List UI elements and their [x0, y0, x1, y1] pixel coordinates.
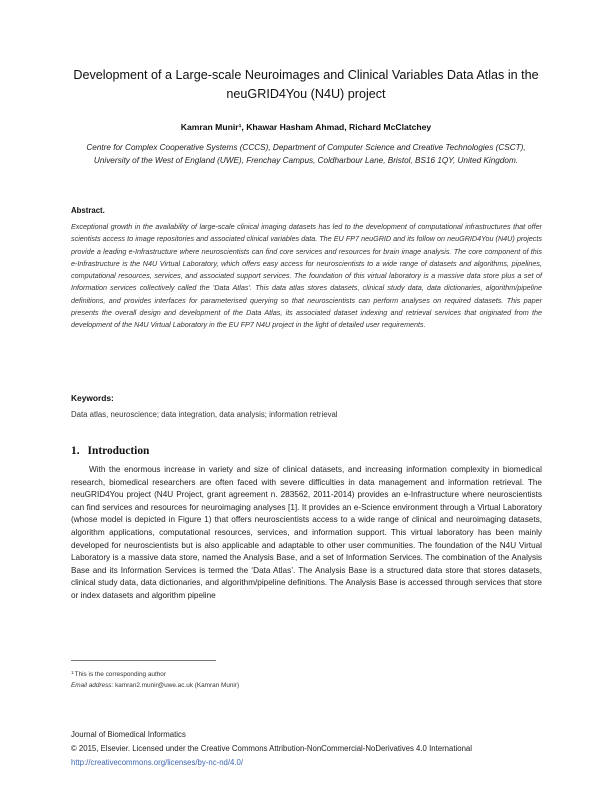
author-list: Kamran Munir¹, Khawar Hasham Ahmad, Richard McClatchey [180, 122, 432, 132]
license-statement: © 2015, Elsevier. Licensed under the Creative Commons Attribution-NonCommercial-NoDerivatives 4.0 International [71, 744, 472, 753]
footnote-email-line [71, 682, 239, 689]
abstract-body: Exceptional growth in the availability of large-scale clinical imaging datasets has led to the development of computational infrastructures that offer scientists access to image repositories and associated clinical variables data. The EU FP7 neuGRID and its follow on neuGRID4You (N4U) projects provide a leading e-Infrastructure where neuroscientists can find core services and resources for brain image analysis. The core component of this e-Infrastructure is the N4U Virtual Laboratory, which offers easy access for neuroscientists to a wide range of datasets and algorithms, pipelines, computational resources, services, and associated support services. The foundation of this virtual laboratory is a massive data store plus a set of Information services collectively called the ‘Data Atlas’. This data atlas stores datasets, clinical study data, data dictionaries, algorithm/pipeline definitions, and provides interfaces for parameterised querying so that neuroscientists can perform analyses on required datasets. This paper presents the overall design and development of the Data Atlas, its associated dataset indexing and retrieval services that originated from the development of the N4U Virtual Laboratory in the EU FP7 N4U project in the light of detailed user requirements. [71, 222, 542, 330]
section-title: Introduction [87, 445, 150, 457]
introduction-paragraph: With the enormous increase in variety and size of clinical datasets, and increasing information complexity in biomedical research, biomedical researchers are often faced with severe difficulties in data management and information retrieval. The neuGRID4You project (N4U Project, grant agreement n. 283562, 2011-2014) provides an e-Infrastructure where neuroscientists can find services and resources for neuroimaging analyses [1]. It provides an e-Science environment through a Virtual Laboratory (whose model is depicted in Figure 1) that offers neuroscientists access to a wide range of clinical and neuroimaging datasets, algorithm applications, computational resources, services, and information support. This virtual laboratory has been mainly developed for neuroscientists but is also applicable and adaptable to other user communities. The foundation of the N4U Virtual Laboratory is a massive data store, named the Analysis Base, and a set of Information Services. The combination of the Analysis Base and its Information Services is termed the ‘Data Atlas’. The Analysis Base is a structured data store that stores datasets, clinical study data, data dictionaries, and algorithm/pipeline definitions. The Analysis Base is accessed through services that store or index datasets and algorithm pipeline [71, 465, 542, 600]
abstract-heading: Abstract. [71, 206, 105, 215]
keywords-heading: Keywords: [71, 393, 114, 403]
license-link[interactable]: http://creativecommons.org/licenses/by-nc-nd/4.0/ [71, 758, 244, 767]
footnote [71, 671, 166, 678]
footnote-text: This is the corresponding author [74, 671, 166, 678]
paper-title: Development of a Large-scale Neuroimages and Clinical Variables Data Atlas in the neuGRID4You (N4U) project [73, 68, 539, 101]
section-heading [71, 445, 157, 457]
journal-name: Journal of Biomedical Informatics [71, 730, 186, 739]
keywords-list: Data atlas, neuroscience; data integration, data analysis; information retrieval [71, 410, 338, 419]
email-address: kamran2.munir@uwe.ac.uk (Kamran Munir) [115, 682, 240, 689]
affiliation: Centre for Complex Cooperative Systems (CCCS), Department of Computer Science and Creative Technologies (CSCT), University of the West of England (UWE), Frenchay Campus, Coldharbour Lane, Bristol, BS16 1QY, United Kingdom. [86, 143, 526, 166]
section-number: 1. [71, 445, 80, 457]
footnote-divider [71, 660, 216, 661]
email-label: Email address: [71, 682, 114, 689]
footnote-marker: 1 [71, 671, 74, 676]
